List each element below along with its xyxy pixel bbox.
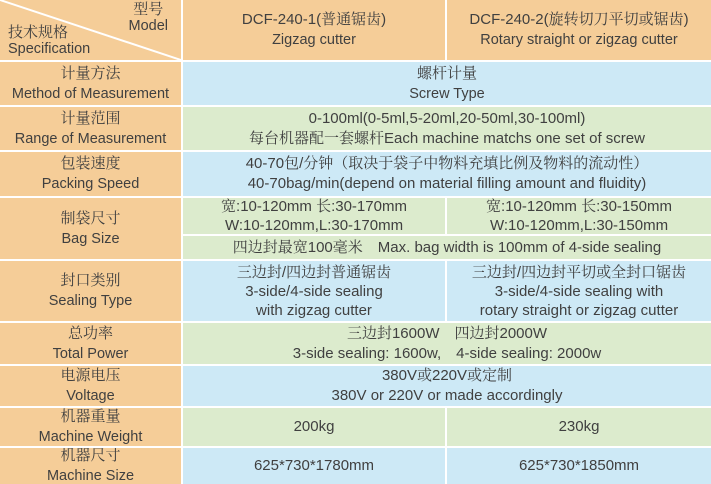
label-sealing-type [0,261,181,321]
model-header-dcf-240-1 [183,0,445,60]
measurement-range-line1: 0-100ml(0-5ml,5-20ml,20-50ml,30-100ml) [308,109,586,127]
measurement-method-zh: 螺杆计量 [416,64,477,82]
label-total-power-en: Total Power [52,345,129,362]
label-packing-speed-zh: 包装速度 [60,155,121,172]
corner-spec-en: Specification [8,41,91,57]
model-1-cutter: Zigzag cutter [272,32,356,48]
total-power-line2: 3-side sealing: 1600w, 4-side sealing: 2000w [292,344,602,362]
machine-size-model1-value: 625*730*1780mm [253,457,375,474]
corner-spec-zh: 技术规格 [8,24,69,41]
label-machine-weight [0,408,181,446]
label-machine-size-en: Machine Size [46,468,135,484]
sealing-type-model2 [447,261,711,321]
measurement-range-line2: 每台机器配一套螺杆Each machine matchs one set of screw [249,129,645,147]
value-total-power [183,323,711,364]
corner-spec-label [8,25,90,57]
value-packing-speed [183,152,711,196]
model-2-name: DCF-240-2(旋转切刀平切或锯齿) [469,11,689,28]
machine-size-model2-value: 625*730*1850mm [518,457,640,474]
machine-weight-model2 [447,408,711,446]
corner-model-en: Model [128,18,168,34]
label-total-power [0,323,181,364]
bag-size-note-text: 四边封最宽100毫米 Max. bag width is 100mm of 4-side sealing [232,239,662,256]
label-sealing-type-en: Sealing Type [48,293,133,309]
value-measurement-range [183,107,711,150]
corner-model-zh: 型号 [133,1,164,18]
label-bag-size [0,198,181,259]
model-header-dcf-240-2 [447,0,711,60]
machine-weight-model2-value: 230kg [558,418,600,435]
label-voltage-en: Voltage [66,388,115,404]
label-bag-size-en: Bag Size [61,230,120,247]
label-voltage [0,366,181,406]
sealing-type-model1 [183,261,445,321]
value-measurement-method [183,62,711,105]
packing-speed-line1: 40-70包/分钟（取决于袋子中物料充填比例及物料的流动性） [245,155,649,172]
voltage-line1: 380V或220V或定制 [381,367,513,384]
machine-weight-model1 [183,408,445,446]
sealing-type-model1-zh: 三边封/四边封普通锯齿 [236,263,392,281]
packing-speed-line2: 40-70bag/min(depend on material filling amount and fluidity) [247,175,647,192]
label-bag-size-zh: 制袋尺寸 [60,209,121,227]
voltage-line2: 380V or 220V or made accordingly [331,387,563,404]
total-power-line1: 三边封1600W 四边封2000W [346,324,548,342]
value-voltage [183,366,711,406]
label-machine-weight-en: Machine Weight [38,429,143,445]
label-measurement-method-zh: 计量方法 [60,64,121,82]
bag-size-note [183,236,711,259]
bag-size-model2-zh: 宽:10-120mm 长:30-150mm [486,198,672,215]
label-measurement-range-en: Range of Measurement [14,130,167,147]
label-sealing-type-zh: 封口类别 [60,272,121,289]
sealing-type-model2-en1: 3-side/4-side sealing with [494,282,664,300]
bag-size-model2-en: W:10-120mm,L:30-150mm [489,217,669,234]
label-voltage-zh: 电源电压 [60,367,121,384]
bag-size-model2 [447,198,711,234]
bag-size-model1-zh: 宽:10-120mm 长:30-170mm [221,198,407,215]
label-machine-size [0,448,181,484]
label-machine-weight-zh: 机器重量 [60,408,121,425]
bag-size-model1 [183,198,445,234]
label-total-power-zh: 总功率 [67,324,113,342]
machine-size-model2 [447,448,711,484]
label-machine-size-zh: 机器尺寸 [60,448,121,464]
measurement-method-en: Screw Type [409,85,485,102]
sealing-type-model1-en1: 3-side/4-side sealing [245,282,383,300]
corner-model-label [129,2,169,34]
sealing-type-model1-en2: with zigzag cutter [256,301,372,319]
sealing-type-model2-zh: 三边封/四边封平切或全封口锯齿 [471,263,687,281]
machine-size-model1 [183,448,445,484]
model-1-name: DCF-240-1(普通锯齿) [241,11,387,28]
corner-header-cell [0,0,181,60]
label-measurement-method-en: Method of Measurement [11,85,170,102]
model-2-cutter: Rotary straight or zigzag cutter [480,32,678,48]
label-measurement-range-zh: 计量范围 [60,109,121,127]
label-measurement-method [0,62,181,105]
machine-weight-model1-value: 200kg [293,418,335,435]
bag-size-model1-en: W:10-120mm,L:30-170mm [224,217,404,234]
sealing-type-model2-en2: rotary straight or zigzag cutter [479,301,679,319]
label-packing-speed-en: Packing Speed [41,176,140,192]
label-packing-speed [0,152,181,196]
label-measurement-range [0,107,181,150]
